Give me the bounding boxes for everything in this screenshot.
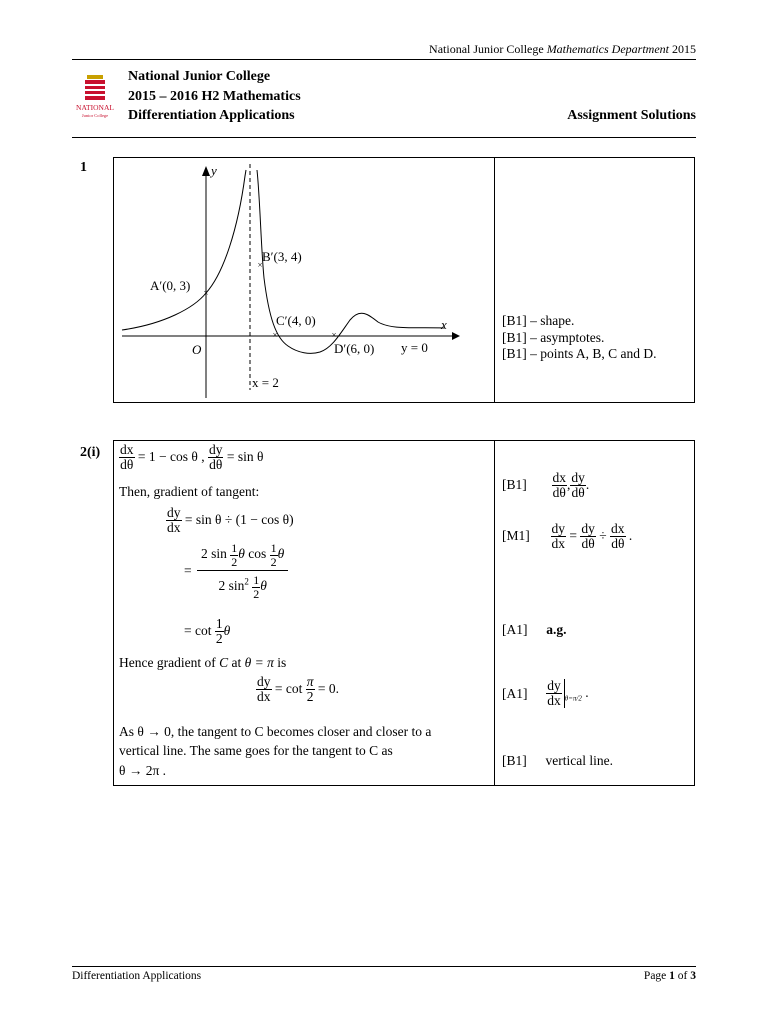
origin-label: O (192, 342, 202, 357)
svg-text:×: × (331, 330, 337, 341)
q2-mark-b1: [B1] $\frac{dx}{d\theta}$ , $\frac{dy}{d\theta}$ . (502, 470, 590, 501)
curve-left (122, 170, 246, 330)
y-axis-label: y (211, 163, 217, 178)
svg-text:×: × (272, 330, 278, 341)
x-axis-label: x (441, 317, 447, 332)
footer-topic: Differentiation Applications (72, 970, 202, 982)
q2-mark-m1: [M1] $\frac{dy}{dx}$ = $\frac{dy}{d\theta}$ ÷ $\frac{dx}{d\theta}$ . (502, 521, 633, 552)
q1-mark-points: [B1] – points A, B, C and D. (502, 346, 657, 361)
svg-text:×: × (257, 260, 263, 271)
q2-as-line-2: vertical line. The same goes for the tangent to C as (119, 743, 393, 758)
svg-text:NATIONAL: NATIONAL (76, 103, 114, 112)
q2-divider (494, 440, 495, 786)
footer-rule (72, 966, 696, 967)
q2-as-line-1: As θ → 0, the tangent to C becomes closer and closer to a (119, 724, 432, 739)
q2-mark-a1-ag: [A1] a.g. (502, 622, 567, 637)
q2-then-text: Then, gradient of tangent: (119, 484, 260, 499)
header-rule (72, 59, 696, 60)
q2-derivatives: $\frac{dx}{d\theta}$ = 1 − cos θ , $\frac{dy}{d\theta}$ = sin θ (120, 442, 264, 473)
point-d-label: D′(6, 0) (334, 341, 375, 356)
page-number: Page 1 of 3 (643, 970, 696, 982)
q2-as-line-3: θ → 2π . (119, 763, 167, 778)
horizontal-asymptote-label: y = 0 (401, 340, 428, 355)
question-number-2i: 2(i) (80, 445, 101, 460)
q2-cot-result: = cot $\frac{1}{2}$ θ (184, 616, 231, 647)
q2-mark-b1-vertical: [B1] vertical line. (502, 753, 613, 768)
svg-text:Junior College: Junior College (81, 113, 109, 118)
q2-half-angle-fraction: = 2 sin $\frac{1}{2}$ θ cos $\frac{1}{2}$ θ 2 $\sin^2$ $\frac{1}{2}$ θ (184, 542, 288, 600)
q2-gradient-eq: $\frac{dy}{dx}$ = sin θ ÷ (1 − cos θ) (167, 505, 294, 536)
vertical-asymptote-label: x = 2 (252, 375, 279, 390)
course-title: 2015 – 2016 H2 Mathematics (128, 89, 301, 104)
title-rule (72, 137, 696, 138)
q2-gradient-at-pi: $\frac{dy}{dx}$ = cot $\frac{\pi}{2}$ = 0. (257, 674, 339, 705)
department-header: National Junior College Mathematics Department 2015 (429, 42, 696, 56)
q1-divider (494, 157, 495, 403)
q2-mark-a1-eval: [A1] $\frac{dy}{dx}$ $_{\theta=\pi/2}$ . (502, 678, 589, 709)
topic-title: Differentiation Applications (128, 108, 295, 123)
point-b-label: B′(3, 4) (262, 249, 302, 264)
point-a-label: A′(0, 3) (150, 278, 191, 293)
svg-text:×: × (203, 288, 209, 299)
q1-graph (114, 158, 494, 402)
q2-hence-text: Hence gradient of C at θ = π is (119, 655, 287, 670)
q1-mark-shape: [B1] – shape. (502, 313, 575, 328)
assignment-label: Assignment Solutions (567, 108, 696, 123)
q1-mark-asymptotes: [B1] – asymptotes. (502, 330, 605, 345)
point-c-label: C′(4, 0) (276, 313, 316, 328)
college-logo (74, 73, 116, 121)
college-title: National Junior College (128, 69, 271, 84)
question-number: 1 (80, 160, 87, 175)
